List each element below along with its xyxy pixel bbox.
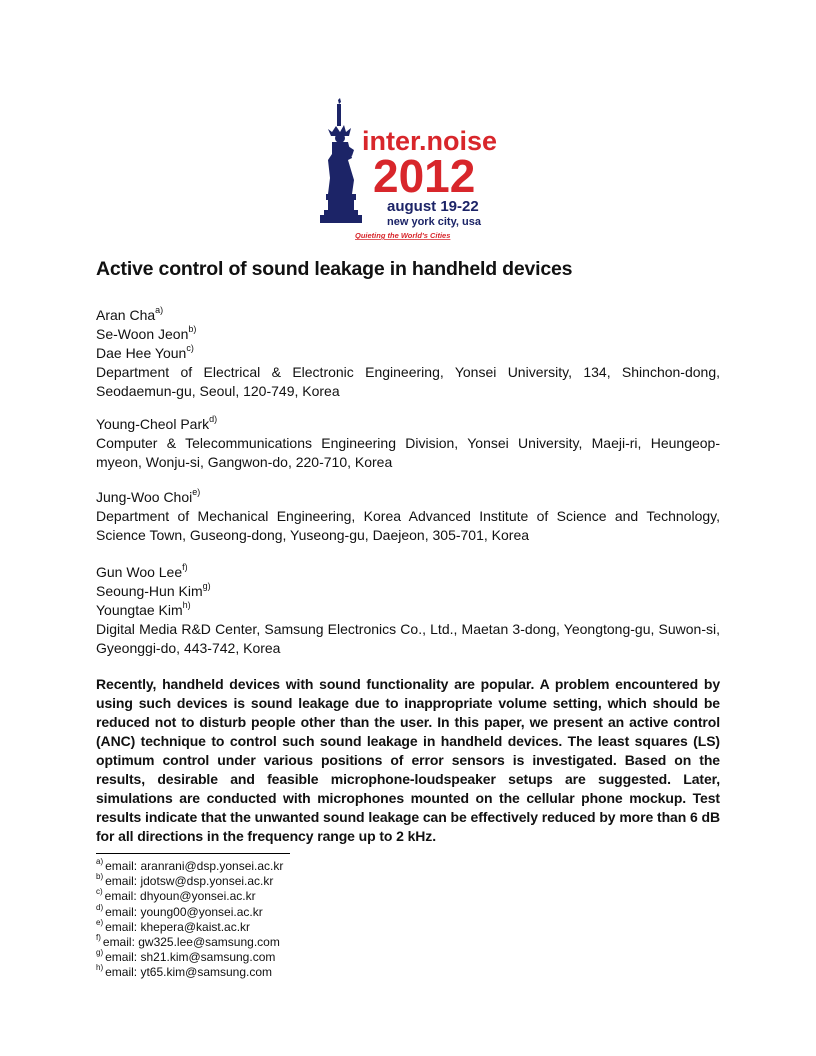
author-mark: a) xyxy=(155,305,164,316)
author-name: Young-Cheol Park$^{d)}$ xyxy=(96,414,218,432)
logo-year: 2012 xyxy=(373,150,476,202)
footnote xyxy=(96,902,283,920)
footnote-mark: e) xyxy=(96,917,104,927)
author-name: Se-Woon Jeon$^{b)}$ xyxy=(96,324,197,342)
author-mark: h) xyxy=(182,600,191,611)
logo-dates: august 19-22 xyxy=(387,198,479,215)
logo-tagline: Quieting the World's Cities xyxy=(355,231,451,240)
footnote xyxy=(96,935,283,950)
footnote-mark: d) xyxy=(96,902,104,912)
author-mark: c) xyxy=(186,343,194,354)
author-name: Aran Cha$^{a)}$ xyxy=(96,305,164,323)
author-name: Gun Woo Lee$^{f)}$ xyxy=(96,562,188,580)
paper-title: Active control of sound leakage in handheld devices xyxy=(96,258,573,280)
footnote-email: email: jdotsw@dsp.yonsei.ac.kr xyxy=(105,874,274,889)
footnote xyxy=(96,950,283,965)
footnote-mark: g) xyxy=(96,948,104,958)
footnote-email: email: sh21.kim@samsung.com xyxy=(105,950,276,965)
affiliation: Computer & Telecommunications Engineering Division, Yonsei University, Maeji-ri, Heungeop-myeon, Wonju-si, Gangwon-do, 220-710, Korea xyxy=(96,435,720,470)
footnote-email: email: gw325.lee@samsung.com xyxy=(102,935,280,950)
author-mark: f) xyxy=(182,562,188,573)
affiliation: Digital Media R&D Center, Samsung Electronics Co., Ltd., Maetan 3-dong, Yeongtong-gu, Suwon-si, Gyeonggi-do, 443-742, Korea xyxy=(96,621,720,656)
footnote-email: email: dhyoun@yonsei.ac.kr xyxy=(104,889,256,904)
author-name: Youngtae Kim$^{h)}$ xyxy=(96,600,191,618)
footnote-mark: b) xyxy=(96,872,104,882)
author-mark: d) xyxy=(209,414,218,425)
author-group-2 xyxy=(96,415,720,472)
affiliation: Department of Mechanical Engineering, Korea Advanced Institute of Science and Technology, Science Town, Guseong-dong, Yuseong-gu, Daejeon, 305-701, Korea xyxy=(96,508,720,543)
author-mark: g) xyxy=(202,581,211,592)
affiliation: Department of Electrical & Electronic Engineering, Yonsei University, 134, Shinchon-dong, Seodaemun-gu, Seoul, 120-749, Korea xyxy=(96,364,720,399)
footnote-mark: c) xyxy=(96,887,103,897)
footnote xyxy=(96,917,283,935)
footnotes xyxy=(96,859,283,981)
author-name: Dae Hee Youn$^{c)}$ xyxy=(96,343,194,361)
conference-logo xyxy=(318,98,502,246)
footnote-mark: h) xyxy=(96,963,104,973)
abstract: Recently, handheld devices with sound functionality are popular. A problem encountered by using such devices is sound leakage due to inappropriate volume setting, which should be reduced not to disturb people other than the user. In this paper, we present an active control (ANC) technique to control such sound leakage in handheld devices. The least squares (LS) optimum control under various positions of error sensors is investigated. Based on the results, desirable and feasible microphone-loudspeaker setups are suggested. Later, simulations are conducted with microphones mounted on the cellular phone mockup. Test results indicate that the unwanted sound leakage can be effectively reduced by more than 6 dB for all directions in the frequency range up to 2 kHz. xyxy=(96,676,720,844)
logo-line1: inter.noise xyxy=(362,126,498,156)
author-group-4 xyxy=(96,563,720,658)
torch-flame xyxy=(338,98,341,104)
statue-of-liberty-logo xyxy=(318,98,502,246)
footnote-rule xyxy=(96,853,290,854)
footnote-mark: a) xyxy=(96,857,104,866)
footnote xyxy=(96,889,283,904)
torch-arm xyxy=(337,104,341,126)
author-mark: e) xyxy=(192,487,201,498)
footnote-email: email: khepera@kaist.ac.kr xyxy=(105,919,251,934)
author-name: Jung-Woo Choi$^{e)}$ xyxy=(96,487,201,505)
pedestal-base xyxy=(320,215,362,223)
footnote xyxy=(96,859,283,874)
footnote-email: email: yt65.kim@samsung.com xyxy=(105,965,273,980)
pedestal-top xyxy=(326,194,356,200)
logo-city: new york city, usa xyxy=(387,216,481,228)
author-group-1 xyxy=(96,306,720,401)
footnote-mark: f) xyxy=(96,933,101,943)
footnote xyxy=(96,965,283,980)
footnote xyxy=(96,874,283,889)
author-mark: b) xyxy=(188,324,197,335)
footnote-email: email: aranrani@dsp.yonsei.ac.kr xyxy=(105,859,284,873)
author-group-3 xyxy=(96,488,720,545)
author-name: Seoung-Hun Kim$^{g)}$ xyxy=(96,581,211,599)
footnote-email: email: young00@yonsei.ac.kr xyxy=(105,904,263,919)
